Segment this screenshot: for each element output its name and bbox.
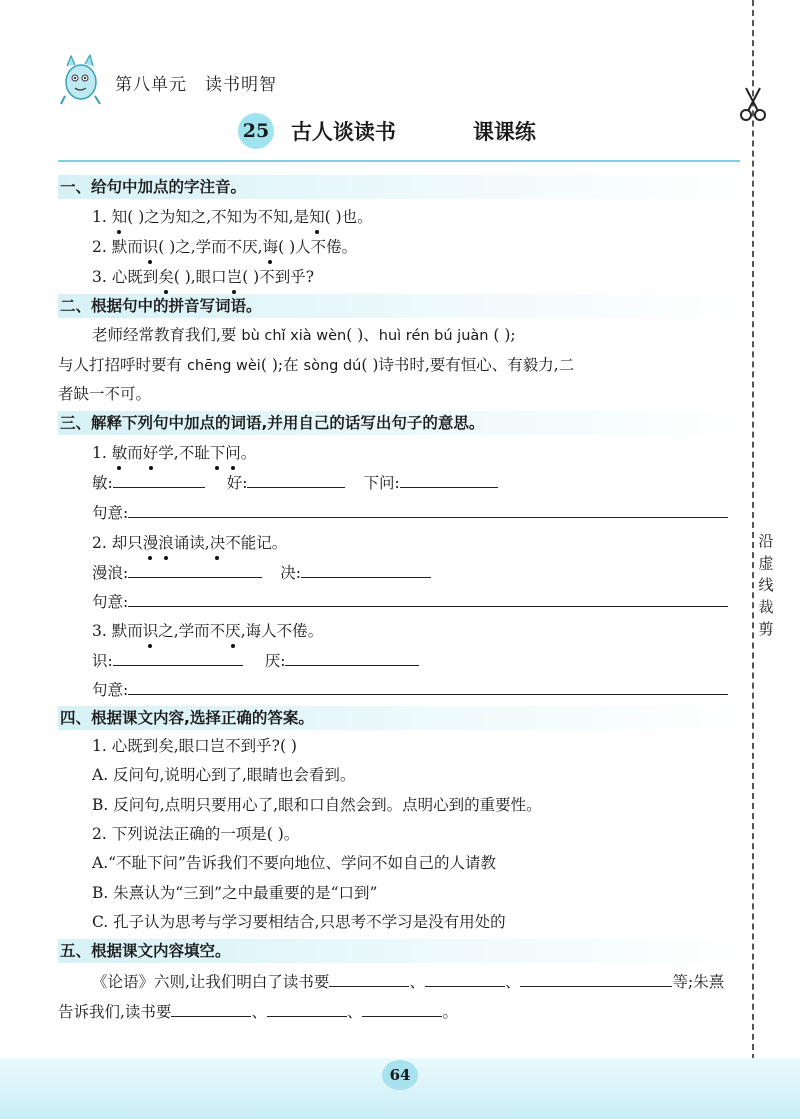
answer-blank[interactable] [400,473,498,488]
s1-question-3: 3. 心既到矣( ),眼口岂( )不到乎? [92,265,314,287]
dotted-char: 矣 [158,265,174,287]
dotted-char: 决 [210,531,226,553]
lesson-tag: 课课练 [472,120,536,144]
dotted-char: 漫 [143,531,159,553]
answer-blank[interactable] [171,1002,251,1017]
answer-blank[interactable] [128,503,728,518]
pinyin: chēng wèi [186,358,261,374]
s4-question-2: 2. 下列说法正确的一项是( )。 [92,825,300,843]
answer-blank[interactable] [128,563,262,578]
s2-line-1: 老师经常教育我们,要 bù chǐ xià wèn( )、huì rén bú juàn ( ); [92,326,516,344]
s3-question-3: 3. 默而识之,学而不厌,诲人不倦。 [92,619,323,641]
dotted-char: 下 [210,441,226,463]
answer-blank[interactable] [113,651,243,666]
answer-blank[interactable] [425,972,505,987]
dotted-char: 识 [143,619,159,641]
section-3-title: 三、解释下列句中加点的词语,并用自己的话写出句子的意思。 [58,411,742,435]
unit-heading [115,70,277,95]
answer-blank[interactable] [301,563,431,578]
s5-line-1: 《论语》六则,让我们明白了读书要 、 、 等;朱熹 [92,973,725,991]
dotted-char: 好 [143,441,159,463]
s3-question-2: 2. 却只漫浪诵读,决不能记。 [92,531,287,553]
dotted-char: 问 [225,441,241,463]
section-1-title: 一、给句中加点的字注音。 [58,175,742,199]
s4-q1-option-a: A. 反问句,说明心到了,眼睛也会看到。 [92,766,356,784]
s3-question-1: 1. 敏而好学,不耻下问。 [92,441,256,463]
dotted-char: 诲 [263,235,279,257]
s2-line-3: 者缺一不可。 [58,385,152,403]
dotted-char: 识 [143,235,159,257]
answer-blank[interactable] [247,473,345,488]
s4-q2-option-b: B. 朱熹认为“三到”之中最重要的是“口到” [92,884,378,902]
pinyin: huì rén bú juàn [378,328,489,344]
s1-question-1: 1. 知( )之为知之,不知为不知,是知( )也。 [92,205,373,227]
pinyin: bù chǐ xià wèn [241,328,347,344]
s5-line-2: 告诉我们,读书要 、 、 。 [58,1003,458,1021]
s3-q1-meaning: 句意: [92,501,728,523]
answer-blank[interactable] [128,680,728,695]
s3-q3-answers: 识: 厌: [92,649,419,671]
dotted-char: 敏 [112,441,128,463]
answer-blank[interactable] [520,972,672,987]
lesson-number-badge: 25 [238,113,274,149]
pinyin: sòng dú [303,358,362,374]
dotted-char: 知 [112,205,128,227]
unit-theme: 读书明智 [205,75,277,95]
unit-name: 第八单元 [115,75,187,95]
answer-blank[interactable] [329,972,409,987]
s3-q3-meaning: 句意: [92,678,728,700]
dotted-char: 岂 [227,265,243,287]
s1-question-2: 2. 默而识( )之,学而不厌,诲( )人不倦。 [92,235,357,257]
answer-blank[interactable] [267,1002,347,1017]
scissors-icon [738,86,768,126]
answer-blank[interactable] [362,1002,442,1017]
lesson-title-row [238,113,536,149]
answer-blank[interactable] [128,592,728,607]
section-4-title: 四、根据课文内容,选择正确的答案。 [58,706,742,730]
page-number: 64 [382,1060,418,1090]
answer-blank[interactable] [285,651,419,666]
s4-q2-option-a: A.“不耻下问”告诉我们不要向地位、学问不如自己的人请教 [92,854,496,872]
s2-line-2: 与人打招呼时要有 chēng wèi( );在 sòng dú( )诗书时,要有恒心、有毅力,二 [58,356,575,374]
s4-q2-option-c: C. 孔子认为思考与学习要相结合,只思考不学习是没有用处的 [92,913,506,931]
dotted-char: 浪 [158,531,174,553]
lesson-title: 古人谈读书 [290,119,396,144]
section-2-title: 二、根据句中的拼音写词语。 [58,294,742,318]
answer-blank[interactable] [113,473,205,488]
s4-q1-option-b: B. 反问句,点明只要用心了,眼和口自然会到。点明心到的重要性。 [92,796,542,814]
s3-q1-answers: 敏: 好: 下问: [92,471,498,493]
cut-dashed-line [752,0,754,1060]
s4-question-1: 1. 心既到矣,眼口岂不到乎?( ) [92,737,297,755]
dotted-char: 厌 [225,619,241,641]
s3-q2-answers: 漫浪: 决: [92,561,431,583]
mascot-illustration [55,52,105,111]
s3-q2-meaning: 句意: [92,590,728,612]
header-divider [58,160,740,162]
dotted-char: 知 [309,205,325,227]
cut-instruction: 沿 虚 线 裁 剪 [758,532,774,638]
section-5-title: 五、根据课文内容填空。 [58,939,742,963]
